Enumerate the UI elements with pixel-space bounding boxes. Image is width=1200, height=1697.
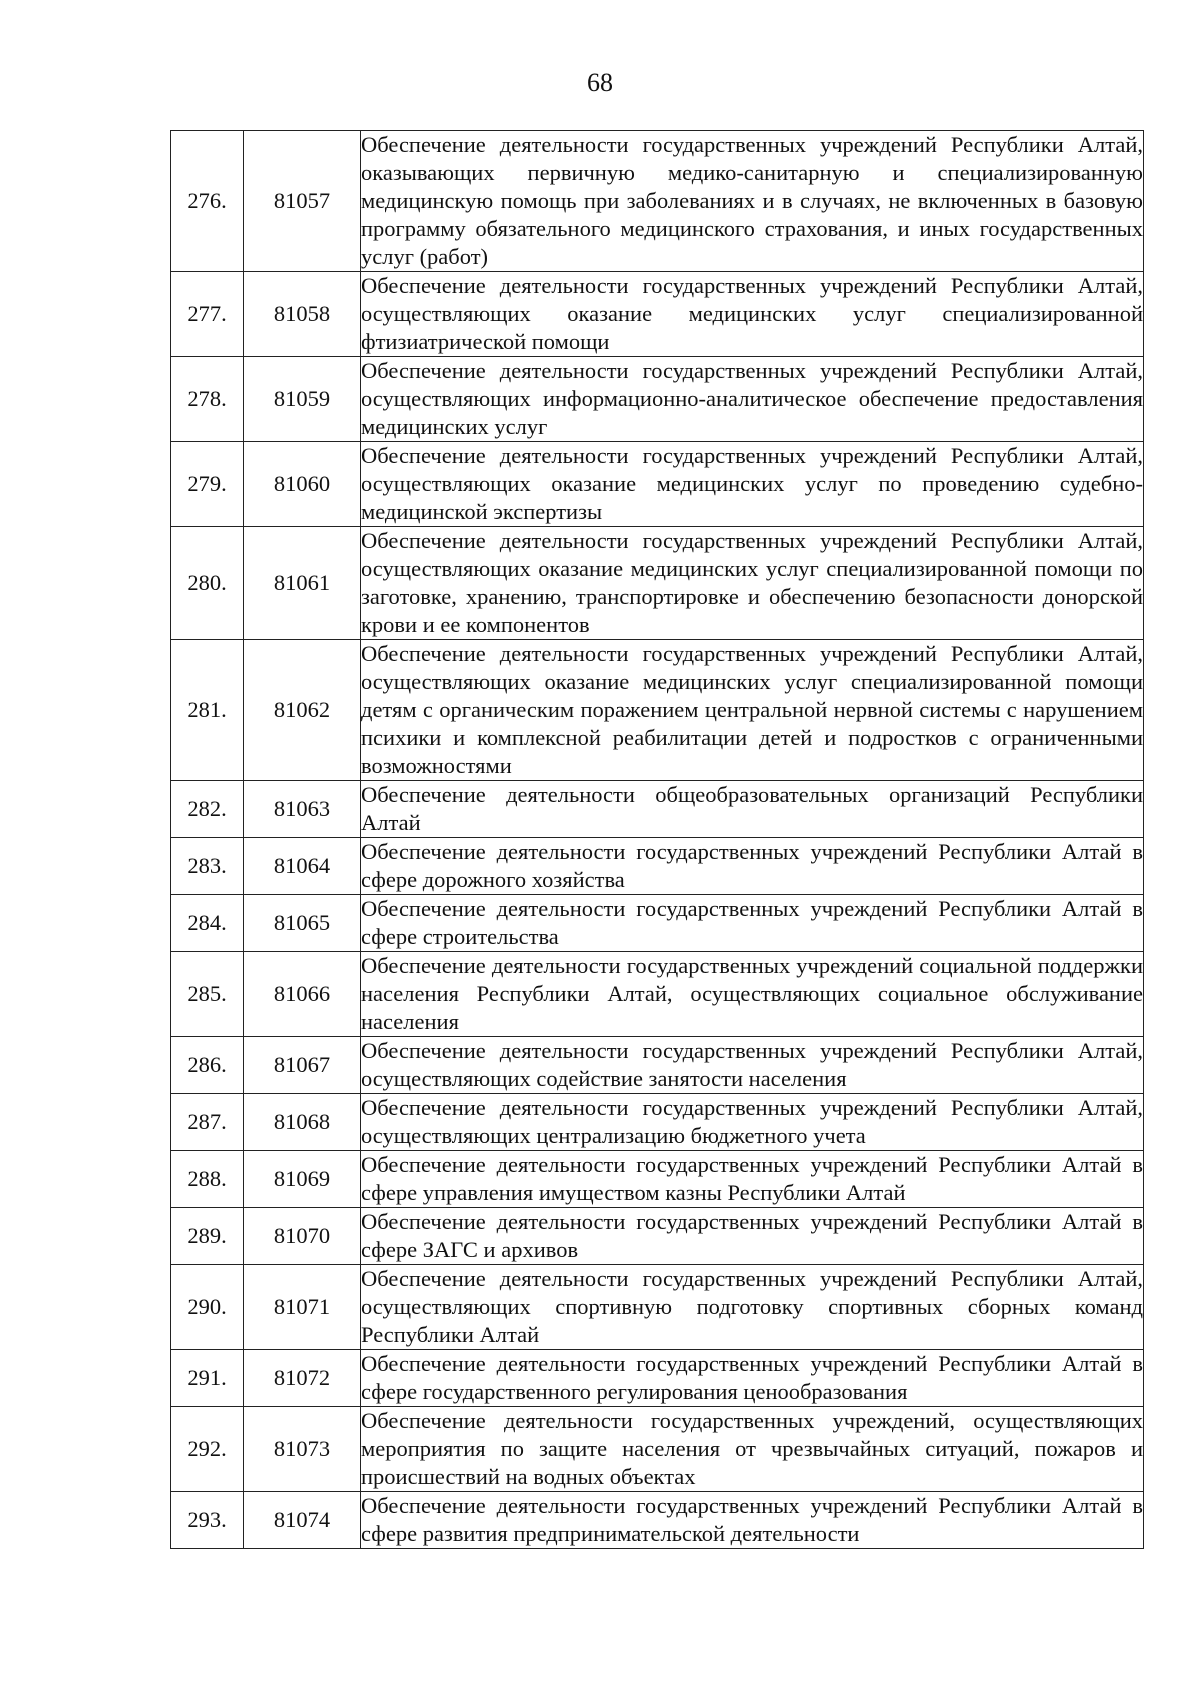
row-description <box>361 1037 1144 1094</box>
row-code: 81074 <box>244 1492 361 1549</box>
table-row <box>171 442 1144 527</box>
row-description-text: Обеспечение деятельности государственных учреждений Республики Алтай в сфере дорожного хозяйства <box>361 839 1143 892</box>
row-description <box>361 442 1144 527</box>
row-code: 81070 <box>244 1208 361 1265</box>
row-number: 287. <box>171 1094 244 1151</box>
row-description-text: Обеспечение деятельности государственных учреждений Республики Алтай, оказывающих первичную медико-санитарную и специализированную медицинскую помощь при заболеваниях и в случаях, не включенных в базовую программу обязательного медицинского страхования, и иных государственных услуг (работ) <box>361 132 1143 269</box>
row-number: 285. <box>171 952 244 1037</box>
row-description <box>361 895 1144 952</box>
table-row <box>171 1265 1144 1350</box>
row-code: 81068 <box>244 1094 361 1151</box>
row-number: 277. <box>171 272 244 357</box>
row-description-text: Обеспечение деятельности государственных учреждений Республики Алтай, осуществляющих оказание медицинских услуг специализированной помощи по заготовке, хранению, транспортировке и обеспечению безопасности донорской крови и ее компонентов <box>361 528 1143 637</box>
row-code: 81071 <box>244 1265 361 1350</box>
row-description-text: Обеспечение деятельности государственных учреждений Республики Алтай, осуществляющих содействие занятости населения <box>361 1038 1143 1091</box>
row-description-text: Обеспечение деятельности государственных учреждений Республики Алтай в сфере строительства <box>361 896 1143 949</box>
row-code: 81059 <box>244 357 361 442</box>
row-code: 81060 <box>244 442 361 527</box>
row-number: 283. <box>171 838 244 895</box>
row-description-text: Обеспечение деятельности государственных учреждений Республики Алтай, осуществляющих оказание медицинских услуг специализированной фтизиатрической помощи <box>361 273 1143 354</box>
row-description <box>361 1151 1144 1208</box>
table-row <box>171 527 1144 640</box>
row-description <box>361 640 1144 781</box>
row-code: 81062 <box>244 640 361 781</box>
row-description <box>361 1350 1144 1407</box>
row-number: 286. <box>171 1037 244 1094</box>
row-description <box>361 781 1144 838</box>
row-number: 278. <box>171 357 244 442</box>
table-row <box>171 640 1144 781</box>
table-row <box>171 1094 1144 1151</box>
row-description-text: Обеспечение деятельности общеобразовательных организаций Республики Алтай <box>361 782 1143 835</box>
row-code: 81061 <box>244 527 361 640</box>
budget-codes-table <box>170 130 1144 1549</box>
row-code: 81065 <box>244 895 361 952</box>
table-row <box>171 1208 1144 1265</box>
table-row <box>171 952 1144 1037</box>
row-description-text: Обеспечение деятельности государственных учреждений Республики Алтай, осуществляющих информационно-аналитическое обеспечение предоставления медицинских услуг <box>361 358 1143 439</box>
row-number: 280. <box>171 527 244 640</box>
row-description-text: Обеспечение деятельности государственных учреждений Республики Алтай в сфере государственного регулирования ценообразования <box>361 1351 1143 1404</box>
row-description-text: Обеспечение деятельности государственных учреждений Республики Алтай, осуществляющих централизацию бюджетного учета <box>361 1095 1143 1148</box>
row-number: 293. <box>171 1492 244 1549</box>
row-description <box>361 527 1144 640</box>
page-number: 68 <box>587 68 613 97</box>
row-description <box>361 272 1144 357</box>
row-description <box>361 1208 1144 1265</box>
row-description <box>361 1407 1144 1492</box>
table-row <box>171 272 1144 357</box>
row-description <box>361 1265 1144 1350</box>
row-description <box>361 838 1144 895</box>
row-number: 291. <box>171 1350 244 1407</box>
table-row <box>171 1492 1144 1549</box>
row-number: 292. <box>171 1407 244 1492</box>
row-number: 276. <box>171 131 244 272</box>
table-row <box>171 781 1144 838</box>
row-description <box>361 952 1144 1037</box>
row-number: 281. <box>171 640 244 781</box>
table-row <box>171 1407 1144 1492</box>
row-number: 284. <box>171 895 244 952</box>
row-number: 282. <box>171 781 244 838</box>
row-code: 81069 <box>244 1151 361 1208</box>
row-description <box>361 1492 1144 1549</box>
row-number: 289. <box>171 1208 244 1265</box>
row-code: 81064 <box>244 838 361 895</box>
table-row <box>171 1350 1144 1407</box>
row-code: 81072 <box>244 1350 361 1407</box>
row-number: 288. <box>171 1151 244 1208</box>
table-row <box>171 131 1144 272</box>
table-row <box>171 895 1144 952</box>
row-code: 81058 <box>244 272 361 357</box>
row-description-text: Обеспечение деятельности государственных учреждений Республики Алтай, осуществляющих спортивную подготовку спортивных сборных команд Республики Алтай <box>361 1266 1143 1347</box>
row-description-text: Обеспечение деятельности государственных учреждений Республики Алтай в сфере управления имуществом казны Республики Алтай <box>361 1152 1143 1205</box>
row-description-text: Обеспечение деятельности государственных учреждений Республики Алтай, осуществляющих оказание медицинских услуг специализированной помощи детям с органическим поражением центральной нервной системы с нарушением психики и комплексной реабилитации детей и подростков с ограниченными возможностями <box>361 641 1143 778</box>
row-code: 81073 <box>244 1407 361 1492</box>
table-row <box>171 357 1144 442</box>
row-code: 81067 <box>244 1037 361 1094</box>
row-description-text: Обеспечение деятельности государственных учреждений Республики Алтай, осуществляющих оказание медицинских услуг по проведению судебно-медицинской экспертизы <box>361 443 1143 524</box>
row-number: 290. <box>171 1265 244 1350</box>
row-description <box>361 1094 1144 1151</box>
row-code: 81057 <box>244 131 361 272</box>
row-number: 279. <box>171 442 244 527</box>
row-description-text: Обеспечение деятельности государственных учреждений Республики Алтай в сфере развития предпринимательской деятельности <box>361 1493 1143 1546</box>
table-row <box>171 838 1144 895</box>
table-row <box>171 1151 1144 1208</box>
row-description-text: Обеспечение деятельности государственных учреждений Республики Алтай в сфере ЗАГС и архивов <box>361 1209 1143 1262</box>
row-code: 81066 <box>244 952 361 1037</box>
row-description-text: Обеспечение деятельности государственных учреждений социальной поддержки населения Республики Алтай, осуществляющих социальное обслуживание населения <box>361 953 1143 1034</box>
table-row <box>171 1037 1144 1094</box>
row-description <box>361 131 1144 272</box>
row-code: 81063 <box>244 781 361 838</box>
row-description-text: Обеспечение деятельности государственных учреждений, осуществляющих мероприятия по защите населения от чрезвычайных ситуаций, пожаров и происшествий на водных объектах <box>361 1408 1143 1489</box>
row-description <box>361 357 1144 442</box>
table-body <box>171 131 1144 1549</box>
